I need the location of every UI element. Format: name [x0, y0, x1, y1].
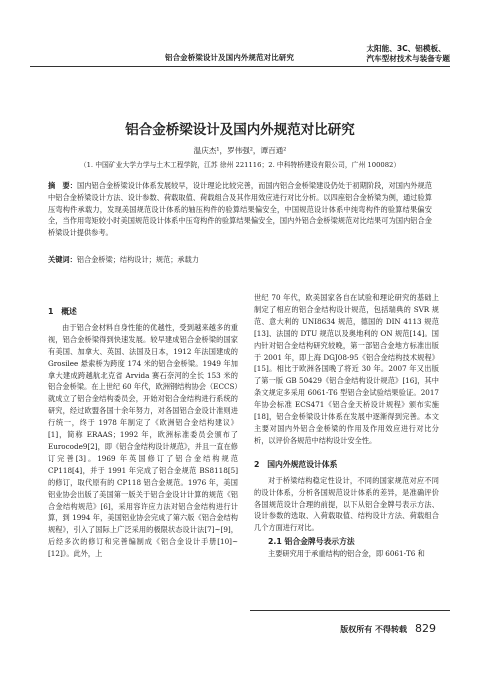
abstract-text: 国内铝合金桥梁设计体系发展较早，设计理论比较完善，而国内铝合金桥梁建设仍处于初期阶段，对国内外规范中铝合金桥梁设计方法、设计参数、荷载取值、荷载组合及其作用效应进行对比分析。以四座铝合金桥梁为例，通过验算压弯构件承载力，发现美国规范设计体系的轴压构件的验算结果偏安全，中国规范设计体系中纯弯构件的验算结果偏安全，当作用弯矩较小时美国规范设计体系中压弯构件的验算结果偏安全，国内外铝合金桥梁规范对比结果可为国内铝合金桥梁设计提供参考。 [48, 181, 432, 238]
section-2-1-paragraph: 主要研究用于承重结构的铝合金，即 6061-T6 和 [268, 549, 425, 559]
article-title: 铝合金桥梁设计及国内外规范对比研究 [125, 122, 355, 138]
footer-notice: 版权所有 不得转载 [340, 625, 407, 634]
left-column [48, 306, 238, 560]
footer-rule [250, 610, 450, 611]
authors: 温庆杰¹，罗伟强²，谭百通² [193, 146, 287, 155]
keywords-label: 关键词： [48, 255, 77, 264]
section-1-heading: 1 概述 [48, 307, 77, 316]
section-1-paragraph: 由于铝合金材料自身性能的优越性，受到越来越多的重视，铝合金桥梁得到快速发展。较早建成铝合金桥梁的国家有美国、加拿大、英国、法国及日本，1912 年法国建成的 Grosilee 悬索桥为跨度 174 米的铝合金桥梁。1949 年加拿大建成跨越航北克省 Arvida 赛石奈河的全长 153 米的铝合金桥梁。在上世纪 60 年代，欧洲钢结构协会（ECCS）就成立了铝合金结构委员会，开始对铝合金结构进行系统的研究，经过欧盟各国十余年努力，对各国铝合金设计准则进行统一，终于 1978 年制定了《欧洲铝合金结构建议》[1]，简称 ERAAS；1992 年，欧洲标准委员会颁布了 Eurocode9[2]，即《铝合金结构设计规范》，并且一直在修订完善[3]。1969 年英国修订了铝合金结构规范 CP118[4]，并于 1991 年完成了铝合金规范 BS8118[5] 的修订，取代原有的 CP118 铝合金规范。1976 年，美国铝业协会出版了美国第一版关于铝合金设计计算的规范《铝合金结构规范》[6]，采用容许应力法对铝合金结构进行计算，到 1994 年，美国铝业协会完成了第六版《铝合金结构规程》，引入了国际上广泛采用的极限状态设计法[7]~[9]，后经多次的修订和完善编制成《铝合金设计手册[10]~[12]》。此外，上 [48, 322, 238, 559]
section-2-heading: 2 国内外规范设计体系 [254, 459, 338, 469]
section-label-line2: 汽车型材技术与装备专题 [366, 54, 450, 63]
section-2-paragraph: 对于桥梁结构稳定性设计，不同的国家规范对应不同的设计体系，分析各国规范设计体系的差异，是准确评价各国规范设计合理的前提，以下从铝合金牌号表示方法、设计参数的选取、入荷载取值、结构设计方法、荷载组合几个方面进行对比。 [254, 475, 439, 533]
right-column [254, 292, 439, 560]
keywords [48, 254, 432, 265]
section-label [366, 44, 450, 64]
abstract-label: 摘 要： [48, 181, 77, 190]
header-rule [30, 66, 450, 67]
abstract [48, 180, 432, 239]
page-number: 829 [415, 622, 436, 635]
section-2-1-heading: 2.1 铝合金牌号表示方法 [268, 537, 355, 547]
keywords-text: 铝合金桥梁；结构设计；规范；承载力 [76, 255, 199, 264]
running-title: 铝合金桥梁设计及国内外规范对比研究 [165, 53, 295, 62]
right-column-paragraph-1: 世纪 70 年代，欧美国家各自在试验和理论研究的基础上制定了相应的铝合金结构设计规范，包括瑞典的 SVR 规范、意大利的 UNI8634 规范，德国的 DIN 4113 规范[13]、法国的 DTU 规范以及奥地利的 ON 规范[14]。国内针对铝合金结构研究较晚，第一部铝合金地方标准出版于 2001 年，即上海 DGJ08-95《铝合金结构技术规程》[15]。相比于欧洲各国晚了将近 30 年。2007 年又出版了第一版 GB 50429《铝合金结构设计规范》[16]，其中条文规定多采用 6061-T6 型铝合金试验结果验证。2017 年协会标准 ECS471《铝合金天桥设计规程》颁布实施[18]，铝合金桥梁设计体系在发展中逐渐得到完善。本文主要对国内外铝合金桥梁的作用及作用效应进行对比分析，以评价各规范中结构设计安全性。 [254, 293, 439, 445]
section-label-line1: 太阳能、3C、铝模板、 [366, 44, 446, 53]
page-footer [340, 622, 436, 635]
affiliation: （1. 中国矿业大学力学与土木工程学院，江苏 徐州 221116；2. 中科特桥建设有限公司，广州 100082） [79, 161, 401, 169]
